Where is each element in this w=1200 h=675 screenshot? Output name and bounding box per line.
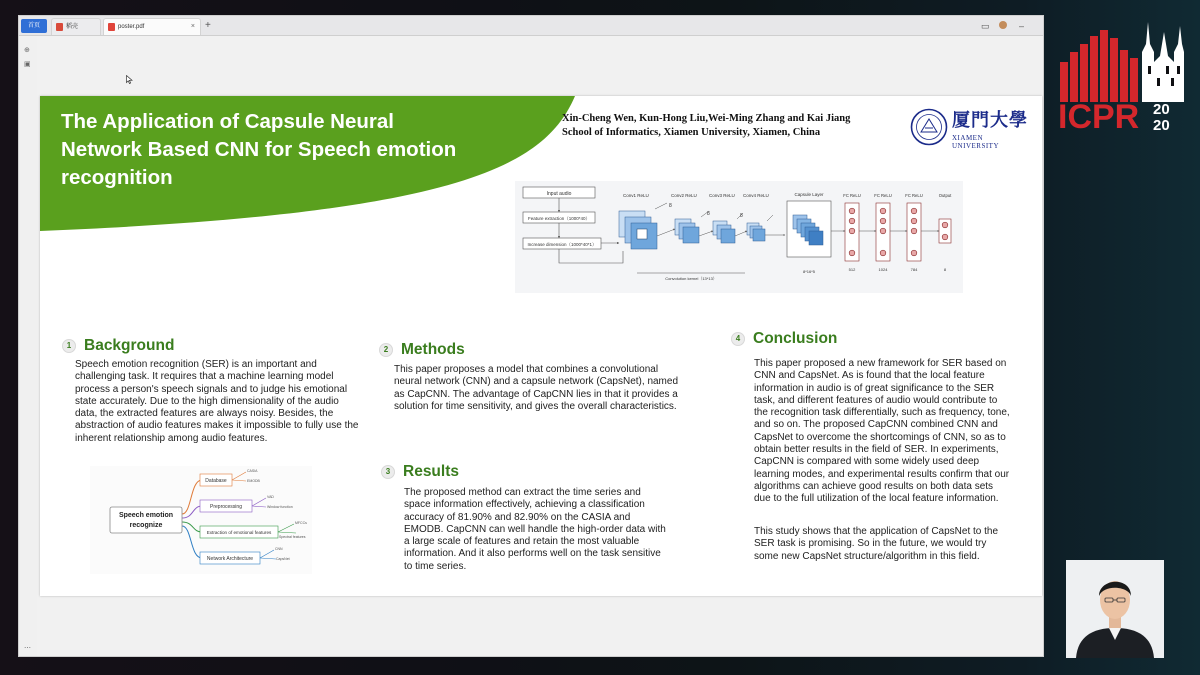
minimize-icon[interactable]: – xyxy=(1019,21,1025,31)
thumbnail-icon[interactable]: ▣ xyxy=(24,61,31,68)
label-fc1: FC ReLU xyxy=(843,193,861,198)
presenter-avatar xyxy=(1066,560,1164,658)
label-conv2: Conv2 ReLU xyxy=(671,193,697,198)
node-network: Network Architecture xyxy=(206,556,254,562)
section-title: Methods xyxy=(401,341,465,358)
label-512: 512 xyxy=(848,267,856,272)
leaf-vad: VAD xyxy=(267,495,274,499)
capcnn-architecture-diagram xyxy=(515,181,963,293)
center-line2: recognize xyxy=(129,522,163,529)
background-heading xyxy=(62,337,174,355)
plus-icon[interactable]: + xyxy=(205,20,211,31)
section-title: Background xyxy=(84,337,175,354)
presenter-video xyxy=(1066,560,1164,658)
label-increase-dimension: Increase dimension（1000*40*1） xyxy=(527,242,597,247)
left-toolbar xyxy=(19,37,37,657)
label-fc2: FC ReLU xyxy=(874,193,892,198)
node-database: Database xyxy=(205,478,227,484)
authors: Xin-Cheng Wen, Kun-Hong Liu,Wei-Ming Zhang and Kai Jiang xyxy=(562,113,851,124)
node-preprocessing: Preprocessing xyxy=(210,504,242,510)
label-conv4: Conv4 ReLU xyxy=(743,193,769,198)
pdf-file-icon xyxy=(108,23,115,31)
affiliation: School of Informatics, Xiamen University, Xiamen, China xyxy=(562,127,821,138)
section-title: Results xyxy=(403,463,459,480)
icpr-text: ICPR xyxy=(1058,98,1140,134)
methods-heading xyxy=(379,341,465,359)
ser-mindmap-diagram xyxy=(90,466,312,574)
mouse-cursor-icon xyxy=(126,75,133,84)
university-name-cn: 厦門大學 xyxy=(952,110,1028,131)
leaf-capsnet: CapsNet xyxy=(276,557,290,561)
label-1024: 1024 xyxy=(878,267,888,272)
label-input-audio: Input audio xyxy=(546,191,572,197)
skyline-bars xyxy=(1060,30,1138,102)
icpr-2020-logo xyxy=(1058,22,1184,134)
tab-docer[interactable] xyxy=(51,18,101,35)
label-capsule-layer: Capsule Layer xyxy=(794,192,824,197)
methods-text: This paper proposes a model that combines a convolutional neural network (CNN) and a capsule network (CapsNet), named as CapCNN. The advantage of CapCNN lies in that it provides a solution for time sensitivity, and gives the overall characteristics. xyxy=(394,364,679,412)
leaf-mfcc: MFCCs xyxy=(295,521,307,525)
icpr-year-bottom: 20 xyxy=(1153,117,1170,134)
leaf-casia: CASIA xyxy=(247,469,258,473)
center-line1: Speech emotion xyxy=(118,512,174,519)
tab-label: 稻壳 xyxy=(66,24,79,30)
conclusion-heading xyxy=(731,330,837,348)
label-kernel-8b: 8 xyxy=(707,211,710,217)
label-kernel-8: 8 xyxy=(669,203,672,209)
more-icon[interactable]: ⋯ xyxy=(24,645,31,652)
label-conv3: Conv3 ReLU xyxy=(709,193,735,198)
xiamen-university-logo xyxy=(910,108,1028,148)
zoom-icon[interactable]: ⊕ xyxy=(24,47,30,54)
user-avatar[interactable] xyxy=(999,21,1007,29)
leaf-cnn: CNN xyxy=(275,547,283,551)
label-784: 784 xyxy=(910,267,918,272)
label-caps-dim: 8*16*5 xyxy=(802,269,816,274)
window-layout-icon[interactable]: ▭ xyxy=(981,21,990,31)
leaf-emodb: EMODB xyxy=(247,479,260,483)
conclusion-text: This paper proposed a new framework for SER based on CNN and CapsNet. As is found that the local feature information in audio is of great significance to the SER task, and different features of audio would contribute to the recognition task differentially, such as frequency, tone, and so on. The proposed CapCNN combined CNN and CapsNet to overcome the shortcomings of CNN, so as to obtain better results in the field of SER. In experiments, CapCNN is compared with some widely used deep learning modes, and experimental results confirm that our algorithms can achieve good results on both data sets due to the full utilization of the local feature information. xyxy=(754,358,1010,505)
label-fc3: FC ReLU xyxy=(905,193,923,198)
center-node xyxy=(110,507,182,533)
leaf-spectral: Spectral features xyxy=(279,535,306,539)
capsule-layer-block xyxy=(787,201,831,257)
label-kernel-8c: 8 xyxy=(740,213,743,219)
section-number: 1 xyxy=(62,339,76,353)
label-conv-kernel: Convolution kernel（13*13） xyxy=(665,276,717,281)
icpr-year-top: 20 xyxy=(1153,101,1170,118)
tab-bar xyxy=(19,16,1043,36)
poster-page xyxy=(40,96,1042,596)
results-text: The proposed method can extract the time series and space information effectively, achieving a classification accuracy of 81.90% and 82.90% on the CASIA and EMODB. CapCNN can well handle the high-order data with a large scale of features and retain the most valuable information. And it also performs well on the task sensitive to time series. xyxy=(404,487,666,572)
label-output: Output xyxy=(938,193,952,198)
poster-title: The Application of Capsule Neural Network Based CNN for Speech emotion recognition xyxy=(61,110,457,189)
docer-icon xyxy=(56,23,63,31)
pdf-viewer-window xyxy=(18,15,1044,657)
section-number: 3 xyxy=(381,465,395,479)
cathedral-silhouette xyxy=(1142,22,1184,102)
close-icon[interactable]: × xyxy=(190,23,195,30)
home-tab[interactable]: 首页 xyxy=(21,19,47,33)
label-feature-extraction: Feature extraction（1000*40） xyxy=(527,216,591,221)
label-conv1: Conv1 ReLU xyxy=(623,193,649,198)
conclusion-future-text: This study shows that the application of CapsNet to the SER task is promising. So in the future, we would try some new CapsNet structure/algorithm in this field. xyxy=(754,526,999,562)
section-number: 4 xyxy=(731,332,745,346)
leaf-window: Window function xyxy=(267,505,293,509)
section-number: 2 xyxy=(379,343,393,357)
tab-label: poster.pdf xyxy=(118,24,145,30)
results-heading xyxy=(381,463,459,481)
section-title: Conclusion xyxy=(753,330,838,347)
background-text: Speech emotion recognition (SER) is an important and challenging task. It requires that a machine learning model process a person's speech signals and to judge his emotional state accurately. Due to the high dimensionality of the audio data, the extracted features are always noisy. Besides, the abstraction of audio features makes it impossible to fully use the inherent relationship among audio features. xyxy=(75,359,359,444)
tab-poster-pdf[interactable] xyxy=(103,18,201,35)
university-name-en: XIAMEN UNIVERSITY xyxy=(952,134,999,150)
university-seal-icon xyxy=(910,108,948,146)
author-block xyxy=(562,112,912,140)
node-extraction: Extraction of emotional features xyxy=(206,530,272,535)
label-8-output: 8 xyxy=(943,267,947,272)
